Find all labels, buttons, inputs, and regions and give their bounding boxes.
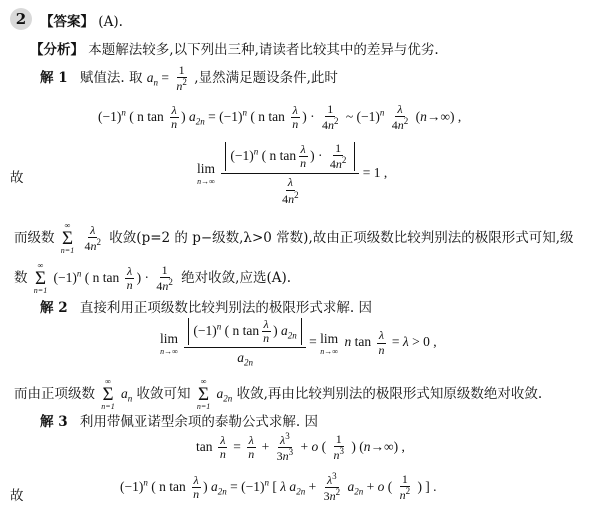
gu-label: 故 — [10, 170, 24, 186]
series-line-1: 而级数 ∞ Σ n=1 $\frac{\lambda}{4n^2}$ 收敛(p=2 的 p−级数,λ>0 常数),故由正项级数比较判别法的极限形式可知,级 — [14, 221, 574, 256]
question-number: 2 — [10, 8, 32, 30]
method3-line — [40, 410, 318, 430]
answer-line — [40, 10, 123, 30]
method2-conclusion: 而由正项级数 ∞ Σ n=1 $a_n$ 收敛可知 ∞ Σ n=1 $a_{2n}$ 收敛,再由比较判别法的极限形式知原级数绝对收敛. — [14, 377, 543, 412]
analysis-line — [30, 38, 439, 58]
formula-an: $a_n$ = $\frac{1}{n^2}$ — [146, 63, 187, 94]
method1-line — [40, 64, 338, 93]
series-text-c: 数 — [14, 270, 28, 287]
answer-label: 【答案】 — [40, 14, 94, 30]
method3-label: 解 3 — [40, 414, 68, 430]
method2-text: 直接利用正项级数比较判别法的极限形式求解. 因 — [79, 300, 372, 316]
analysis-label: 【分析】 — [30, 42, 84, 58]
formula-5: $(-1)^n$ ( n tan $\frac{\lambda}{n}$ ) $a_{2n} = (-1)^n$ [ λ $a_{2n}$ + $\frac{\lambda^3}{3n^2}$ $a_{2n} + o$ ( $\frac{1}{n^2}$ ) ] . — [120, 471, 437, 504]
method1-text-b: ,显然满足题设条件,此时 — [194, 69, 338, 86]
method2-line — [40, 296, 372, 316]
answer-value: (A). — [98, 14, 123, 30]
formula-2: lim n→∞ $(-1)^n$ ( n tan $\frac{\lambda}{n}$ ) · $\frac{1}{4n^2}$ $\frac{\lambda}{4n^2}$ = 1 , — [197, 141, 388, 206]
formula-1: $(-1)^n$ ( n tan $\frac{\lambda}{n}$ ) $a_{2n} = (-1)^n$ ( n tan $\frac{\lambda}{n}$ ) · $\frac{1}{4n^2}$ ~ $(-1)^n$ $\frac{\lambda}{4n^2}$ (n→∞) , — [98, 102, 462, 133]
method2-label: 解 2 — [40, 300, 68, 316]
gu2-label: 故 — [10, 488, 24, 504]
series-text-a: 而级数 — [14, 230, 55, 247]
method3-text: 利用带佩亚诺型余项的泰勒公式求解. 因 — [79, 414, 318, 430]
method1-label: 解 1 — [40, 69, 68, 86]
formula-4: tan $\frac{\lambda}{n}$ = $\frac{\lambda}{n}$ + $\frac{\lambda^3}{3n^3}$ + o ( $\frac{1}{n^3}$ ) (n→∞) , — [196, 431, 405, 464]
analysis-text: 本题解法较多,以下列出三种,请读者比较其中的差异与优劣. — [88, 42, 439, 58]
method2-conclusion-a: 而由正项级数 — [14, 386, 95, 403]
method2-conclusion-b: 收敛可知 — [136, 386, 191, 403]
method2-conclusion-c: 收敛,再由比较判别法的极限形式知原级数绝对收敛. — [236, 386, 543, 403]
series-text-d: 绝对收敛,应选(A). — [181, 270, 292, 287]
series-text-b: 收敛(p=2 的 p−级数,λ>0 常数),故由正项级数比较判别法的极限形式可知,级 — [109, 230, 574, 247]
series-line-2: 数 ∞ Σ n=1 $(-1)^n$ ( n tan $\frac{\lambda}{n}$ ) · $\frac{1}{4n^2}$ 绝对收敛,应选(A). — [14, 261, 292, 296]
method1-text-a: 赋值法. 取 — [79, 69, 143, 86]
formula-3: lim n→∞ $(-1)^n$ ( n tan $\frac{\lambda}{n}$ ) $a_{2n}$ $a_{2n}$ = lim n→∞ n tan $\frac{\lambda}{n}$ = λ > 0 , — [160, 317, 437, 369]
